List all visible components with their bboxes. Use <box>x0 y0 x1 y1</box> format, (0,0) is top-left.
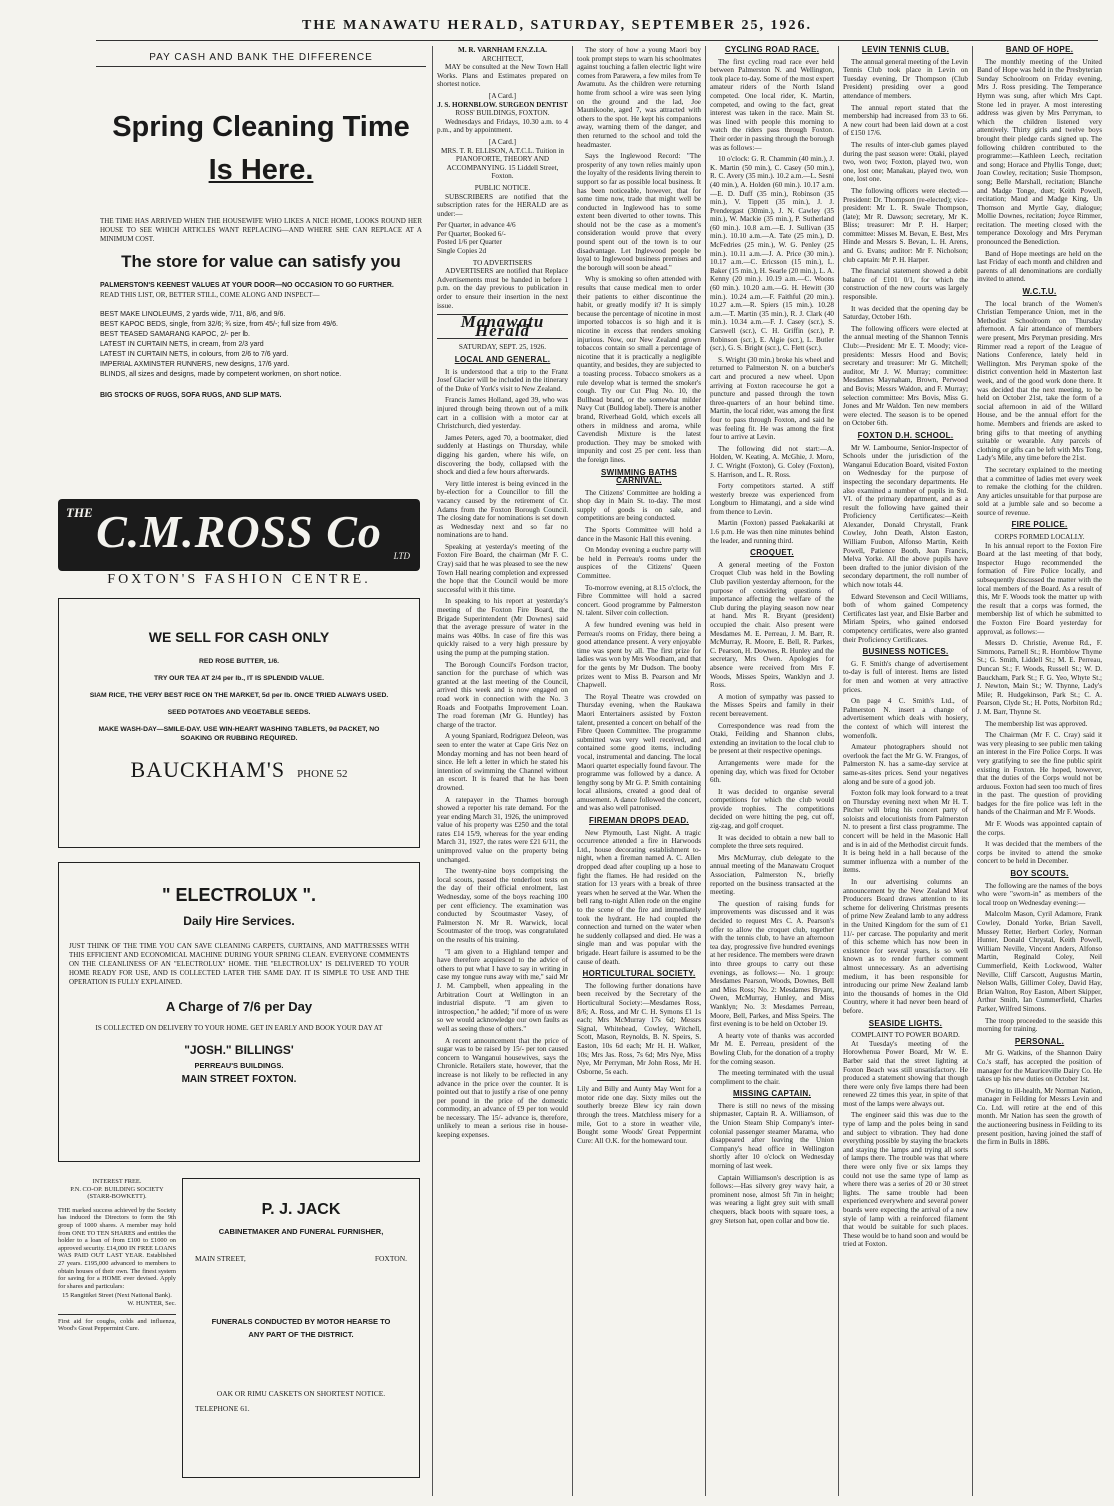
news-paragraph: The troop proceeded to the seaside this morning for training. <box>977 1016 1102 1034</box>
news-paragraph: Amateur photographers should not overlook the fact the Mr G. W. Frangos, of Palmerston N. has a same-day service at same-as-sites prices. Send your negatives along and be sure of a good job. <box>843 743 968 786</box>
news-paragraph: Francis James Holland, aged 39, who was injured through being thrown out of a milk cart in a collision with a motor car at Christchurch, died yesterday. <box>437 396 568 431</box>
ad-item-list <box>100 310 426 380</box>
section-heading: HORTICULTURAL SOCIETY. <box>582 969 696 979</box>
hornblow-body: Wednesdays and Fridays, 10.30 a.m. to 4 p.m., and by appointment. <box>437 117 568 135</box>
bauckham-line: SEED POTATOES AND VEGETABLE SEEDS. <box>167 709 311 716</box>
varnham-body: MAY be consulted at the New Town Hall Works. Plans and Estimates prepared on shortest notice. <box>437 63 568 89</box>
news-paragraph: 10 o'clock: G. R. Chammin (40 min.), J. K. Martin (50 min.), C. Casey (50 min.), R. C. Avery (35 min.). 10.2 a.m.—L. Sesni (40 min.), A. Holden (60 min.). 10.17 a.m.—E. D. Duff (35 min.), Robinson (35 min.), V. Tippett (35 min.), J. J. Prendergast (30min.), J. N. Cawley (35 min.), W. Mackie (35 min.), P. Sutherland (60 min.). 10.8 a.m.—E. J. Sullivan (35 min.). 10.10 a.m.—A. Tate (25 min.), D. McFedries (25 min.), W. G. Penley (25 min.). 10.11 a.m.—J. A. Price (30 min.). 10.17 a.m.—C. Ericsson (15 min.), L. Baker (15 min.), H. Searle (20 min.), L. A. Kenny (20 min.). 10.19 a.m.—C. Woons (60 min.). 10.20 a.m.—G. H. Hewitt (30 min.). 10.24 a.m.—F. Faithful (20 min.). 10.27 a.m.—R. Spiers (15 min.). 10.28 a.m.—T. Martin (35 min.), R. J. Clark (40 min.). 10.34 a.m.—F. J. Casey (scr.), S. Carswell (scr.), C. H. Griffin (scr.), P. Robinson (scr.), E. Algie (scr.), L. Butler (scr.), G. S. Bright (scr.), C. Flett (scr.). <box>710 155 834 353</box>
news-paragraph: The Sports Committee will hold a dance in the Masonic Hall this evening. <box>577 526 701 543</box>
section-heading: MISSING CAPTAIN. <box>733 1089 811 1099</box>
news-paragraph: There is still no news of the missing shipmaster, Captain R. A. Williamson, of the Union Steam Ship Company's inter-colonial passenger steamer Marama, who disappeared after leaving the Union Company's head office in Wellington shortly after 10 o'clock on Wednesday morning of last week. <box>710 1101 834 1171</box>
news-paragraph: The story of how a young Maori boy took prompt steps to warn his schoolmates against touching a fallen electric light wire comes from Parawera, a few miles from Te Awamutu. As the children were returning home from school a wire was seen lying on the ground and the lad, Joe Maunikoohe, aged 7, was attracted with others to the spot. He kept his companions away, warning them of the danger, and then returned to the school and told the headmaster. <box>577 46 701 149</box>
news-paragraph: A motion of sympathy was passed to the Misses Speirs and family in their recent bereavement. <box>710 692 834 718</box>
news-paragraph: The following further donations have been received by the Secretary of the Horticultural Society:—Mesdames Ross, 8/6; A. Ross, and Mr C. H. Symons £1 1s each; Mrs McMurray 17s 6d; Messrs Signal, Whitehead, Cowley, Witchell, Scott, Mason, Reynolds, B. N. Speirs, S. Easton, 10s 6d each; Mr H. H. Walker, 10s; Mrs Jas. Ross, 7s 6d; Mrs Nye, Miss Nye, Mr Perryman, Mr John Ross, Mr H. Osborne, 5s each. <box>577 981 701 1076</box>
subheading: CORPS FORMED LOCALLY. <box>994 533 1085 542</box>
bauckham-line: SIAM RICE, THE VERY BEST RICE ON THE MARKET, 5d per lb. ONCE TRIED ALWAYS USED. <box>89 692 389 699</box>
bs-line: (STARR-BOWKETT). <box>87 1193 147 1201</box>
jack-town: FOXTON. <box>374 1254 407 1263</box>
news-paragraph: On page 4 C. Smith's Ltd., of Palmerston N. insert a change of advertisement which deals with hosiery, the context of which will interest the womenfolk. <box>843 697 968 740</box>
section-heading: FIREMAN DROPS DEAD. <box>589 816 689 826</box>
bauckham-phone: PHONE 52 <box>297 768 348 780</box>
news-paragraph: A recent announcement that the price of sugar was to be raised by 15/- per ton caused concern to Wanganui housewives, says the Chronicle. Retailers state, however, that the increase is not likely to be reflected in any advance in the price over the counter. It is pointed out that to justify a rise of one penny per pound in the price of the domestic commodity, an advance of £9 per ton would be necessary. The 15/- advance is, therefore, unlikely to mean a serious rise in house-keeping expenses. <box>437 1036 568 1140</box>
jack-trade: CABINETMAKER AND FUNERAL FURNISHER, <box>218 1227 384 1236</box>
news-paragraph: A young Spaniard, Rodriguez Deleon, was seen to enter the water at Cape Gris Nez on Monday morning and has not been heard of since. He left a letter in which he stated his intention of swimming the Channel without an escort. It is feared that he has been drowned. <box>437 732 568 792</box>
column-7 <box>977 46 1102 1496</box>
news-paragraph: Owing to ill-health, Mr Norman Nation, manager in Feilding for Messrs Levin and Co. Ltd. will retire at the end of this month. Mr Nation has seen the growth of the auctioneering business in Feilding to its present position, having joined the staff of the firm in Bulls in 1886. <box>977 1086 1102 1147</box>
column-4 <box>577 46 701 1496</box>
electrolux-ad <box>58 862 420 1162</box>
rate-line: Per Quarter, in advance 4/6 <box>437 221 516 230</box>
ad-item: BEST KAPOC BEDS, single, from 32/6; ¾ size, from 45/-; full size from 49/6. <box>100 321 338 328</box>
news-paragraph: In speaking to his report at yesterday's meeting of the Foxton Fire Board, the Brigade Superintendent (Mr Downes) said that the average pressure of water in the mains was 40lbs. In case of fire this was quickly raised to a very high pressure by using the pump at the pumping station. <box>437 597 568 657</box>
news-paragraph: Mr F. Woods was appointed captain of the corps. <box>977 820 1102 837</box>
electrolux-collected: IS COLLECTED ON DELIVERY TO YOUR HOME. GET IN EARLY AND BOOK YOUR DAY AT <box>95 1024 383 1032</box>
news-paragraph: It is understood that a trip to the Franz Josef Glacier will be included in the itinerary of the Duke of York's visit to New Zealand. <box>437 367 568 393</box>
subscribers-notice: SUBSCRIBERS are notified that the subscription rates for the HERALD are as under:— <box>437 192 568 218</box>
column-rule <box>705 46 706 1496</box>
electrolux-building: PERREAU'S BUILDINGS. <box>194 1061 284 1070</box>
news-paragraph: The meeting terminated with the usual compliment to the chair. <box>710 1069 834 1086</box>
news-paragraph: Forty competitors started. A stiff westerly breeze was experienced from Longburn to Himatangi, and a side wind from thence to Levin. <box>710 482 834 516</box>
column-3 <box>437 46 568 1496</box>
bauckham-sig <box>59 757 419 783</box>
card-label: [A Card.] <box>488 91 517 100</box>
logo-name: C.M.ROSS Co <box>96 506 382 557</box>
ad-item: LATEST IN CURTAIN NETS, in cream, from 2/3 yard <box>100 341 264 348</box>
section-heading: FOXTON D.H. SCHOOL. <box>857 430 954 440</box>
section-heading: CROQUET. <box>750 548 794 558</box>
news-paragraph: The Royal Theatre was crowded on Thursday evening, when the Raukawa Maori Entertainers assisted by Foxton talent, presented a concert on behalf of the Fibre Queen Committee. The programme submitted was very well received, and contained some good items, including vocal, instrumental and dancing. The local Maori quartet especially found favour. The programme was followed by a dance. A lengthy song by Mr G. P. Smith containing local allusions, created a good deal of amusement. A dance followed the concert, and was also well patronised. <box>577 692 701 813</box>
news-paragraph: Malcolm Mason, Cyril Adamore, Frank Cowley, Donald Yorke, Brian Savell, Mussey Retter, Herbert Corley, Norman Hunter, Donald Chrystal, Keith Powell, William Neville, Vincent Anders, Alfonso Martin, Reginald Coley, Neil Cummerfield, Keith Lockwood, Walter Neville, Cliff Carscott, Augustus Martin, Nelson Walls, Gillimer Coley, David Hay, Brian Walton, Roy Easton, Albert Skipper, Arthur Smith, Ian Cummerfield, Charles Parker, Wilfred Simons. <box>977 910 1102 1013</box>
news-paragraph: Speaking at yesterday's meeting of the Foxton Fire Board, the chairman (Mr F. C. Cray) said that he was pleased to see the new Town Hall nearing completion and expressed the hope that the Council would be more successful with it this time. <box>437 542 568 594</box>
column-rule <box>432 46 433 1496</box>
column-5 <box>710 46 834 1496</box>
news-paragraph: The Citizens' Committee are holding a shop day in Main St. to-day. The most supply of goods is on sale, and competitions are being conducted. <box>577 488 701 523</box>
logo-ltd: LTD <box>393 551 410 561</box>
ad-banner: PAY CASH AND BANK THE DIFFERENCE <box>96 52 426 67</box>
news-paragraph: It was decided to obtain a new ball to complete the three sets required. <box>710 833 834 851</box>
column-rule <box>572 46 573 1496</box>
column-rule <box>838 46 839 1496</box>
news-paragraph: On Monday evening a euchre party will be held in Perreau's rooms under the auspices of the Citizens' Queen Committee. <box>577 546 701 581</box>
logo-the: THE <box>66 505 93 520</box>
news-paragraph: It was decided that the members of the corps be invited to attend the smoke concert to be held in December. <box>977 840 1102 866</box>
news-paragraph: A hearty vote of thanks was accorded Mr M. E. Perreau, president of the Bowling Club, for the donation of a trophy for the coming season. <box>710 1031 834 1066</box>
bauckham-ad <box>58 598 420 848</box>
subheading: COMPLAINT TO POWER BOARD. <box>851 1031 960 1040</box>
electrolux-charge: A Charge of 7/6 per Day <box>165 999 313 1014</box>
electrolux-title: " ELECTROLUX ". <box>161 885 317 905</box>
news-paragraph: Arrangements were made for the opening day, which was fixed for October 6th. <box>710 758 834 785</box>
hornblow-name: J. S. HORNBLOW. SURGEON DENTIST <box>437 100 568 109</box>
ad-item: BEST TEASED SAMARANG KAPOC, 2/- per lb. <box>100 331 250 338</box>
news-paragraph: Messrs D. Christie, Avenue Rd., F. Simmons, Parnell St.; R. Hornblow Thyme St.; G. Smith, Liddell St.; M. E. Perreau, Duncan St.; F. Woods, Russell St.; W. D. Bauckham, Park St.; F. G. Yeo, Whyte St.; J. Newton, Main St.; W. Thynne, Lady's Mile; R. Hudgekinson, Park St.; C. A. Pearson, Clyde St.; H. Potts, Norbiton Rd.; J. M. Barr, Thynne St. <box>977 639 1102 716</box>
ad-read-list: READ THIS LIST, OR, BETTER STILL, COME ALONG AND INSPECT— <box>100 291 320 299</box>
news-paragraph: The twenty-nine boys comprising the local scouts, passed the tenderfoot tests on the day of their official enrolment, last Wednesday, some of the boys reaching 100 per cent efficiency. The examination was conducted by Scoutmaster Vasey, of Palmerston N. Mr R. Warwick, local Scoutmaster of the troop, was congratulated on the results of his training. <box>437 867 568 944</box>
news-paragraph: To-morrow evening, at 8.15 o'clock, the Fibre Committee will hold a sacred concert. Good programme by Palmerston N. talent. Silver coin collection. <box>577 583 701 618</box>
news-paragraph: The monthly meeting of the United Band of Hope was held in the Presbyterian Sunday Schoolroom on Friday evening, Mrs J. Ross presiding. The Temperance Hymn was sung, after which Mrs Capt. Stone led in prayer. A most interesting address was given by Mrs Perryman, to which the children listened very attentively. Thirty girls and twelve boys brought their pledge cards signed up. The following children contributed to the programme:—Kathleen Leech, recitation and song; Horace and Phyllis Tonge, duet; Joan Cowley, recitation; Susie Thompson, song; Belle Marshall, recitation; Blanche and Madge Tonge, duet; Keith Powell, recitation; Maud and Madge King, Un Thomson and Myrtle Gay, dialogue; Mollie Downes, recitation; Joyce Rimmer, recitation. The meeting closed with the temperance Doxology and Mrs Peryman pronounced the Benediction. <box>977 57 1102 247</box>
verse-ad: Lily and Billy and Aunty May Went for a motor ride one day. Sixty miles out the southerly breeze Blew icy rain down through the trees. Matchless misery for a mile, Got to a store in weather vile, Bought some Woods' Great Peppermint Cure: All O.K. for the homeward tour. <box>577 1085 701 1145</box>
jack-caskets: OAK OR RIMU CASKETS ON SHORTEST NOTICE. <box>216 1389 386 1398</box>
rate-line: Single Copies 2d <box>437 247 487 256</box>
ad-item: BLINDS, all sizes and designs, made by competent workmen, on short notice. <box>100 371 342 378</box>
public-notice: PUBLIC NOTICE. <box>474 183 531 192</box>
section-heading: BAND OF HOPE. <box>1005 46 1074 54</box>
news-paragraph: Captain Williamson's description is as follows:—Has silvery grey wavy hair, a prominent nose, almost 5ft 7in in height; was wearing a light grey suit with small chequers, black boots with square toes, a grey Stetson hat, open collar and bow tie. <box>710 1173 834 1225</box>
news-paragraph: The financial statement showed a debit balance of £101 0/1, for which the construction of the new courts was largely responsible. <box>843 267 968 302</box>
bauckham-line: TRY OUR TEA AT 2/4 per lb., IT IS SPLENDID VALUE. <box>154 675 324 682</box>
bauckham-line: MAKE WASH-DAY—SMILE-DAY. USE WIN-HEART WASHING TABLETS, 9d PACKET, NO SOAKING OR RUBBING REQUIRED. <box>98 726 380 742</box>
varnham-title: ARCHITECT, <box>481 54 524 63</box>
news-paragraph: Foxton folk may look forward to a treat on Thursday evening next when Mr H. T. Pitcher will bring his concert party of soloists and elocutionists from Palmerston N. to present a first class programme. The concert will be held in the Masonic Hall and is in aid of the Methodist circuit funds. It is being held in a hall because of the summer influenza with a number of the items. <box>843 789 968 875</box>
section-heading: SWIMMING BATHS CARNIVAL. <box>600 467 678 486</box>
news-paragraph: The results of inter-club games played during the past season were: Otaki, played two, won two; Foxton, played two, won one, lost one; Manakau, played two, won one, lost one. <box>843 140 968 184</box>
bauckham-title: WE SELL FOR CASH ONLY <box>148 629 330 645</box>
electrolux-subtitle: Daily Hire Services. <box>183 914 295 928</box>
column-rule <box>972 46 973 1496</box>
news-paragraph: It was decided that the opening day be Saturday, October 16th. <box>843 304 968 322</box>
news-paragraph: Why is smoking so often attended with results that cause medical men to order their patients to either discontinue the habit, or greatly modify it? It is simply because the percentage of nicotine in most imported tobaccos is so high and it is nicotine in excess that renders smoking injurious. Now, our New Zealand grown tobaccos contain so small a percentage of nicotine that it is practically a negligible quantity, and besides, they are subjected to a toasting process. Tobacco smokers as a rule develop what is termed the smoker's cough. Try our Cut Plug No. 10, the Bullhead brand, or the somewhat milder Navy Cut (Bulldog label). There is another brand, Riverhead Gold, which excels all others in mildness and aroma, while Cavendish Mixture is the latest production. They may be smoked with impunity and cost 25 per cent. less than the foreign lines. <box>577 275 701 464</box>
hornblow-address: ROSS' BUILDINGS, FOXTON. <box>455 109 550 118</box>
section-heading: SEASIDE LIGHTS. <box>868 1018 943 1028</box>
advertisers-body: ADVERTISERS are notified that Replace Advertisements must be handed in before 1 p.m. on the day previous to publication in order to ensure their insertion in the next issue. <box>437 267 568 310</box>
ad-headline: Spring Cleaning Time <box>112 111 410 143</box>
bs-address: 15 Rangitikei Street (Next National Bank). <box>62 1292 172 1300</box>
electrolux-josh: "JOSH." BILLINGS' <box>184 1043 294 1057</box>
news-paragraph: The local branch of the Women's Christian Temperance Union, met in the Methodist Schoolroom on Thursday afternoon. A fair attendance of members were present, Mrs Peryman presiding. Mrs Rimmer read a report of the League of Nations Conference, lately held in Wellington. Mrs Peryman spoke of the district convention held in Masterton last week, and of the good work done there. It was decided that the next meeting, to be held on October 21st, take the form of a social afternoon in aid of the Willard House, and be the annual effort for the home. Members and friends are asked to bring gifts to that meeting of anything suitable or wearable. Any parcels of clothing or gifts can be left with Mrs Tong, Lady's Mile, any time before the 21st. <box>977 299 1102 463</box>
masthead-rule <box>96 40 1098 41</box>
news-paragraph: James Peters, aged 70, a bootmaker, died suddenly at Hastings on Thursday, while digging his garden, where his wife, on discovering the body, collapsed with the shock and died a few hours afterwards. <box>437 433 568 477</box>
electrolux-street: MAIN STREET FOXTON. <box>181 1074 297 1085</box>
news-paragraph: Says the Inglewood Record: "The prosperity of any town relies mainly upon the loyalty of the residents living therein to support so far as possible local business. It has been noticeable, however, that for some time now, trade that might well be conducted in Inglewood has to some extent been diverted to other towns. This should not be the case as a moment's consideration would prove that every pound spent out of the town is to our disadvantage. Let Inglewood people be loyal to Inglewood business premises and the borough will soon be ahead." <box>577 152 701 272</box>
varnham-name: M. R. VARNHAM F.N.Z.I.A. <box>458 46 547 54</box>
column-6 <box>843 46 968 1496</box>
jack-ad <box>182 1178 420 1478</box>
news-paragraph: The secretary explained to the meeting that a committee of ladies met every week to remake the clothing for the children. Any articles unsuitable for that purpose are sold at a jumble sale and so become a source of revenue. <box>977 465 1102 517</box>
news-paragraph: The engineer said this was due to the type of lamp and the poles being in sand and subject to vibration. They had done everything possible by staying the brackets and staying the lamps and trying all sorts of lamps there. The trouble was that where there were only five or six lamps they could not use the same type of lamp as where there was a series of 20 or 30 street lights. The same trouble had been experienced everywhere and several power boards were expecting the arrival of a new style of lamp with a reinforced filament that would be suitable for such places. These would be to hand soon and would be tried at Foxton. <box>843 1111 968 1249</box>
news-paragraph: G. F. Smith's change of advertisement to-day is full of interest. Items are listed for men and women at very attractive prices. <box>843 659 968 694</box>
news-paragraph: The Borough Council's Fordson tractor, sanction for the purchase of which was granted at the last meeting of the Council, arrived this week and is now engaged on road work in connection with the No. 3 Roads and Footpaths Improvement Loan. The road foreman (Mr G. Huntley) has charge of the tractor. <box>437 660 568 729</box>
news-paragraph: Mr G. Watkins, of the Shannon Dairy Co.'s staff, has accepted the position of manager for the Mauriceville Dairy Co. He takes up his new duties on October 1st. <box>977 1049 1102 1084</box>
bauckham-lines <box>89 657 389 743</box>
herald-title: Manawatu Herald <box>437 314 568 339</box>
news-paragraph: Mrs McMurray, club delegate to the annual meeting of the Manawatu Croquet Association, Palmerston N., briefly reported on the business transacted at the meeting. <box>710 853 834 897</box>
news-paragraph: Very little interest is being evinced in the by-election for a Councillor to fill the vacancy caused by the retirement of Cr. Adams from the Foxton Borough Council. The closing date for nominations is set down as Wednesday next and so far no nominations are to hand. <box>437 479 568 540</box>
rate-line: Per Quarter, Booked 6/- <box>437 229 506 238</box>
news-paragraph: The annual general meeting of the Levin Tennis Club took place in Levin on Tuesday evening, Dr Thompson (Club President) presiding over a good attendance of members. <box>843 57 968 100</box>
news-paragraph: The Chairman (Mr F. C. Cray) said it was very pleasing to see public men taking an interest in the Fire Police Corps. It was very gratifying to see the fine public spirit existing in Foxton. He hoped, however, that the duties of the Corps would not be arduous. Foxton had seen too much of fires in the past. The question of providing badges for the fire police was left in the hands of the Chairman and Mr F. Woods. <box>977 731 1102 817</box>
rate-line: Posted 1/6 per Quarter <box>437 238 502 247</box>
jack-funerals: FUNERALS CONDUCTED BY MOTOR HEARSE TO ANY PART OF THE DISTRICT. <box>211 1317 391 1339</box>
jack-street: MAIN STREET, <box>195 1254 246 1263</box>
bs-line: INTEREST FREE. <box>92 1178 142 1185</box>
bauckham-name: BAUCKHAM'S <box>130 757 286 782</box>
news-paragraph: Edward Stevenson and Cecil Williams, both of whom gained Competency Certificates last year, and Elsie Barber and Miriam Speirs, who gained endorsed competency certificates, were also granted their Proficiency Certificates. <box>843 592 968 644</box>
jack-address <box>195 1254 407 1263</box>
news-paragraph: The following are the names of the boys who were "sworn-in" as members of the local troop on Wednesday evening:— <box>977 881 1102 907</box>
news-paragraph: In his annual report to the Foxton Fire Board at the last meeting of that body, Inspector Hugo recommended the formation of Fire Police locally, and subsequently discussed the matter with the local members of the Board. As a result of this, Mr F. Woods took the matter up with the result that a corps was formed, the membership list of which he submitted to the Foxton Fire Board yesterday for approval, as follows:— <box>977 541 1102 636</box>
building-society-ad <box>58 1178 176 1333</box>
cm-ross-logo <box>58 499 420 571</box>
ad-item: IMPERIAL AXMINSTER RUNNERS, new designs, 17/6 yard. <box>100 361 290 368</box>
news-paragraph: Martin (Foxton) passed Paekakariki at 1.6 p.m. He was then nine minutes behind the leader, and running third. <box>710 519 834 545</box>
ad-headline-2: Is Here. <box>208 154 314 186</box>
ad-slogan: The store for value can satisfy you <box>121 252 401 271</box>
section-heading: FIRE POLICE. <box>1011 520 1068 530</box>
ad-footer: BIG STOCKS OF RUGS, SOFA RUGS, AND SLIP MATS. <box>100 392 282 399</box>
news-paragraph: The following officers were elected at the annual meeting of the Shannon Tennis Club:—President: Mr E. T. Moody; vice-presidents: Messrs Hood and Bovis; secretary and treasurer: Mr G. Mitchell; auditor, Mr J. W. Murray; committee: Mesdames Maynaham, Brown, Perwood and Bovis; Messrs Waldon, and F. Murray; selection committee: Mrs Bovis, Miss G. Jones and Mr Waldon. Ten new members were elected. The season is to be opened on October 6th. <box>843 324 968 428</box>
herald-date: SATURDAY, SEPT. 25, 1926. <box>458 343 547 352</box>
section-heading: LOCAL AND GENERAL. <box>454 355 551 364</box>
news-paragraph: A few hundred evening was held in Perreau's rooms on Friday, there being a good attendance present. A very enjoyable time was spent by all. The first prize for ladies was won by Mrs Woodham, and that for the gents by Mr Dudson. The booby prizes went to Miss B. Pearson and Mr Chapwell. <box>577 621 701 690</box>
news-paragraph: A general meeting of the Foxton Croquet Club was held in the Bowling Club pavilion yesterday afternoon, for the purpose of considering questions of importance affecting the welfare of the Club during the playing season now near at hand. Mrs R. Bryant (president) occupied the chair. Also present were Mesdames M. E. Perreau, J. M. Barr, R. McMurray, R. Moore, E. Bell, R. Parkes, C. Pearson, H. Downes, R. Hunley and the secretary, Mrs Owen. Apologies for absence were received from Mrs F. Woods, Misses Speirs, Wanklyn and J. Ross. <box>710 560 834 690</box>
spring-cleaning-ad <box>96 52 426 487</box>
section-heading: LEVIN TENNIS CLUB. <box>861 46 950 54</box>
news-paragraph: The membership list was approved. <box>985 719 1088 728</box>
news-paragraph: New Plymouth, Last Night. A tragic occurrence attended a fire in Harwoods Ltd., house decorating establishment to-night, when a fireman named A. C. Allen dropped dead after coupling up a hose to fight the flames. He had resided on the station for 13 years with a break of three years when he served at the War. When the bell rang to-night Allen rode on the engine to the scene of the fire and immediately took the hydrant. He had coupled the connection and turned on the water when he suddenly collapsed and died. He was a single man and was popular with the brigade. Heart failure is assumed to be the cause of death. <box>577 828 701 966</box>
bs-body: THE marked success achieved by the Society has induced the Directors to form the 9th group of 1000 shares. A member may hold from ONE TO TEN SHARES and entitles the holder to a loan of from £100 to £1000 on approved security. £14,000 IN FREE LOANS WAS PAID OUT LAST YEAR. Established 27 years. £195,000 advanced to members to obtain houses of their own. The finest system for saving for a HOME ever devised. Apply for shares and particulars: <box>58 1206 176 1290</box>
divider <box>597 1080 681 1081</box>
news-paragraph: In our advertising columns an announcement by the New Zealand Meat Producers Board draws attention to its scheme for delivering Christmas presents of prime New Zealand lamb to any address in the United Kingdom for the sum of £1 11/- per carcase. The popularity and merit of this scheme which has now been in existence for several years, is so well known as to render further comment almost unnecessary. As an advertising medium, it has been responsible for introducing our prime New Zealand lamb into the thousands of homes in the Old Country, where it had never been heard of before. <box>843 878 968 1015</box>
news-paragraph: The following did not start:—A. Holden, W. Keating, A. McGhie, J. Moro, J. C. Wright (Foxton), G. Coley (Foxton), S. Harrison, and L. R. Ross. <box>710 444 834 479</box>
bauckham-line: RED ROSE BUTTER, 1/6. <box>198 658 280 665</box>
jack-name: P. J. JACK <box>261 1201 341 1218</box>
news-paragraph: The first cycling road race ever held between Palmerston N. and Wellington, took place to-day. Some of the most expert amateur riders of the North Island competed. One local rider, K. Martin, competed, and owing to the fact, great interest was taken in the race. Main St. was lined with people this morning to watch the riders pass through Foxton. Their order in passing through the borough was as follows:— <box>710 57 834 152</box>
music-teacher: MRS. T. R. ELLISON, A.T.C.L. Tuition in PIANOFORTE, THEORY AND ACCOMPANYING. 15 Liddell Street, Foxton. <box>440 146 564 181</box>
news-paragraph: Band of Hope meetings are held on the last Friday of each month and children and parents of all denominations are cordially invited to attend. <box>977 249 1102 284</box>
news-paragraph: A ratepayer in the Thames borough showed a reporter his rate demand. For the year ending March 31, 1926, the unimproved value of his property was £250 and the total rates £14 15/9, whereas for the year ending March 31, 1927, the rates were £21 6/11, the unimproved value on the property being unchanged. <box>437 795 568 864</box>
news-paragraph: Mr W. Lambourne, Senior-Inspector of Schools under the jurisdiction of the Wanganui Education Board, visited Foxton on Wednesday for the purpose of inspecting the secondary departments. He also examined a number of pupils in Std. VI. of the primary department, and as a result the following have gained their Proficiency Certificates:—Keith Alexander, Donald Chrystall, Frank Cowley, John Death, Alston Easton, William Fuubon, Alfonso Martin, Keith Powell, Patience Booth, Jean Francis, Melva Yorke. All the above pupils have been drafted to the junior division of the secondary department, the roll number of which now totals 44. <box>843 443 968 590</box>
news-paragraph: The question of raising funds for improvements was discussed and it was decided to request Mrs C. A. Pearson's offer to allow the croquet club, together with the tennis club, to have an afternoon tea day, progressive five hundred evenings at her residence. The members were drawn into three groups to carry out these evenings, as follows:— No. 1 group: Mesdames Pearson, Woods, Downes, Bell and Miss Ross; No. 2: Mesdames Bryant, Owen, McMurray, Hunley, and Miss Wanklyn; No. 3: Mesdames Perreau, Moore, Bell, Parkes, and Miss Speirs. The first evening is to be held on October 19. <box>710 899 834 1029</box>
ross-tagline: FOXTON'S FASHION CENTRE. <box>107 572 371 587</box>
woods-ad: First aid for coughs, colds and influenza, Wood's Great Peppermint Cure. <box>58 1314 176 1333</box>
section-heading: CYCLING ROAD RACE. <box>724 46 820 54</box>
ad-keen: PALMERSTON'S KEENEST VALUES AT YOUR DOOR—NO OCCASION TO GO FURTHER. <box>100 282 394 289</box>
news-paragraph: S. Wright (30 min.) broke his wheel and returned to Palmerston N. on a butcher's cart and procured a new wheel. Upon arriving at Foxton racecourse he got a puncture and passed through the town three-quarters of an hour behind time. Martin, the local rider, was among the first four to pass through Foxton, and said he was feeling fit. He was among the first four to arrive at Levin. <box>710 355 834 442</box>
bs-line: P.N. CO-OP. BUILDING SOCIETY <box>70 1185 164 1193</box>
ad-intro: THE TIME HAS ARRIVED WHEN THE HOUSEWIFE WHO LIKES A NICE HOME, LOOKS ROUND HER HOUSE TO SEE WHICH ARTICLES WANT REPLACING—AND WHERE SHE CAN REPLACE AT A MINIMUM COST. <box>100 217 422 243</box>
news-paragraph: It was decided to organise several competitions for which the club would provide trophies. The competitions decided on were hitting the peg, cut off, zig-zag, and golf croquet. <box>710 787 834 831</box>
section-heading: W.C.T.U. <box>1022 287 1057 297</box>
section-heading: PERSONAL. <box>1014 1036 1065 1046</box>
ad-item: LATEST IN CURTAIN NETS, in colours, from 2/6 to 7/6 yard. <box>100 351 289 358</box>
news-paragraph: Correspondence was read from the Otaki, Feilding and Shannon clubs, extending an invitation to the local club to be present at their respective openings. <box>710 721 834 756</box>
electrolux-body: JUST THINK OF THE TIME YOU CAN SAVE CLEANING CARPETS, CURTAINS, AND MATTRESSES WITH THIS EFFICIENT AND ECONOMICAL MACHINE DURING YOUR SPRING CLEAN. EVERYONE COMMENTS ON THE CLEANLINESS OF AN "ELECTROLUX" HOME. THE "ELECTROLUX" IS DELIVERED TO YOUR HOME READY FOR USE, AND IS COLLECTED LATER THE SAME DAY. IT IS SIMPLE TO USE AND THE OPERATION IS FULLY EXPLAINED. <box>69 942 409 986</box>
jack-telephone: TELEPHONE 61. <box>195 1404 250 1413</box>
news-paragraph: The following officers were elected:—President: Dr. Thompson (re-elected); vice-president: Mr L. R. Swale Thompson, (late); Mr R. Dawson; secretary, Mr K. Bliss; treasurer: Mr P. H. Harper; committee: Misses M. Bevan, E. Best, Mrs Hinde and Messrs S. Bevan, L. H. Arens, and G. Evans; auditor: Mr F. Nicholson; club captain: Mr P. H. Harper. <box>843 186 968 264</box>
card-label-2: [A Card.] <box>488 137 517 146</box>
masthead: THE MANAWATU HERALD, SATURDAY, SEPTEMBER 25, 1926. <box>302 18 812 33</box>
news-paragraph: At Tuesday's meeting of the Horowhenua Power Board, Mr W. E. Barber said that the street lighting at Foxton Beach was still unsatisfactory. He produced a statement showing that though there were only five lamps there had been renewed 22 times this year, in spite of that most of the lamps were always out. <box>843 1039 968 1108</box>
to-advertisers: TO ADVERTISERS <box>472 258 533 267</box>
bs-secretary: W. HUNTER, Sec. <box>127 1299 176 1307</box>
section-heading: BUSINESS NOTICES. <box>862 647 949 657</box>
ad-item: BEST MAKE LINOLEUMS, 2 yards wide, 7/11, 8/6, and 9/6. <box>100 311 286 318</box>
news-paragraph: The annual report stated that the membership had increased from 33 to 66. A new court had been laid down at a cost of £150 17/6. <box>843 103 968 138</box>
section-heading: BOY SCOUTS. <box>1010 869 1069 879</box>
news-paragraph: "I am given to a Highland temper and have therefore acquiesced to the advice of others to put what I have to say in writing in case my tongue runs away with me," said Mr J. M. Campbell, when appealing in the Arbitration Court at Wellington in an industrial dispute. "I am given to introspection," he added; "if more of us were so we would acknowledge our own faults as well as seeing those of others." <box>437 947 568 1033</box>
